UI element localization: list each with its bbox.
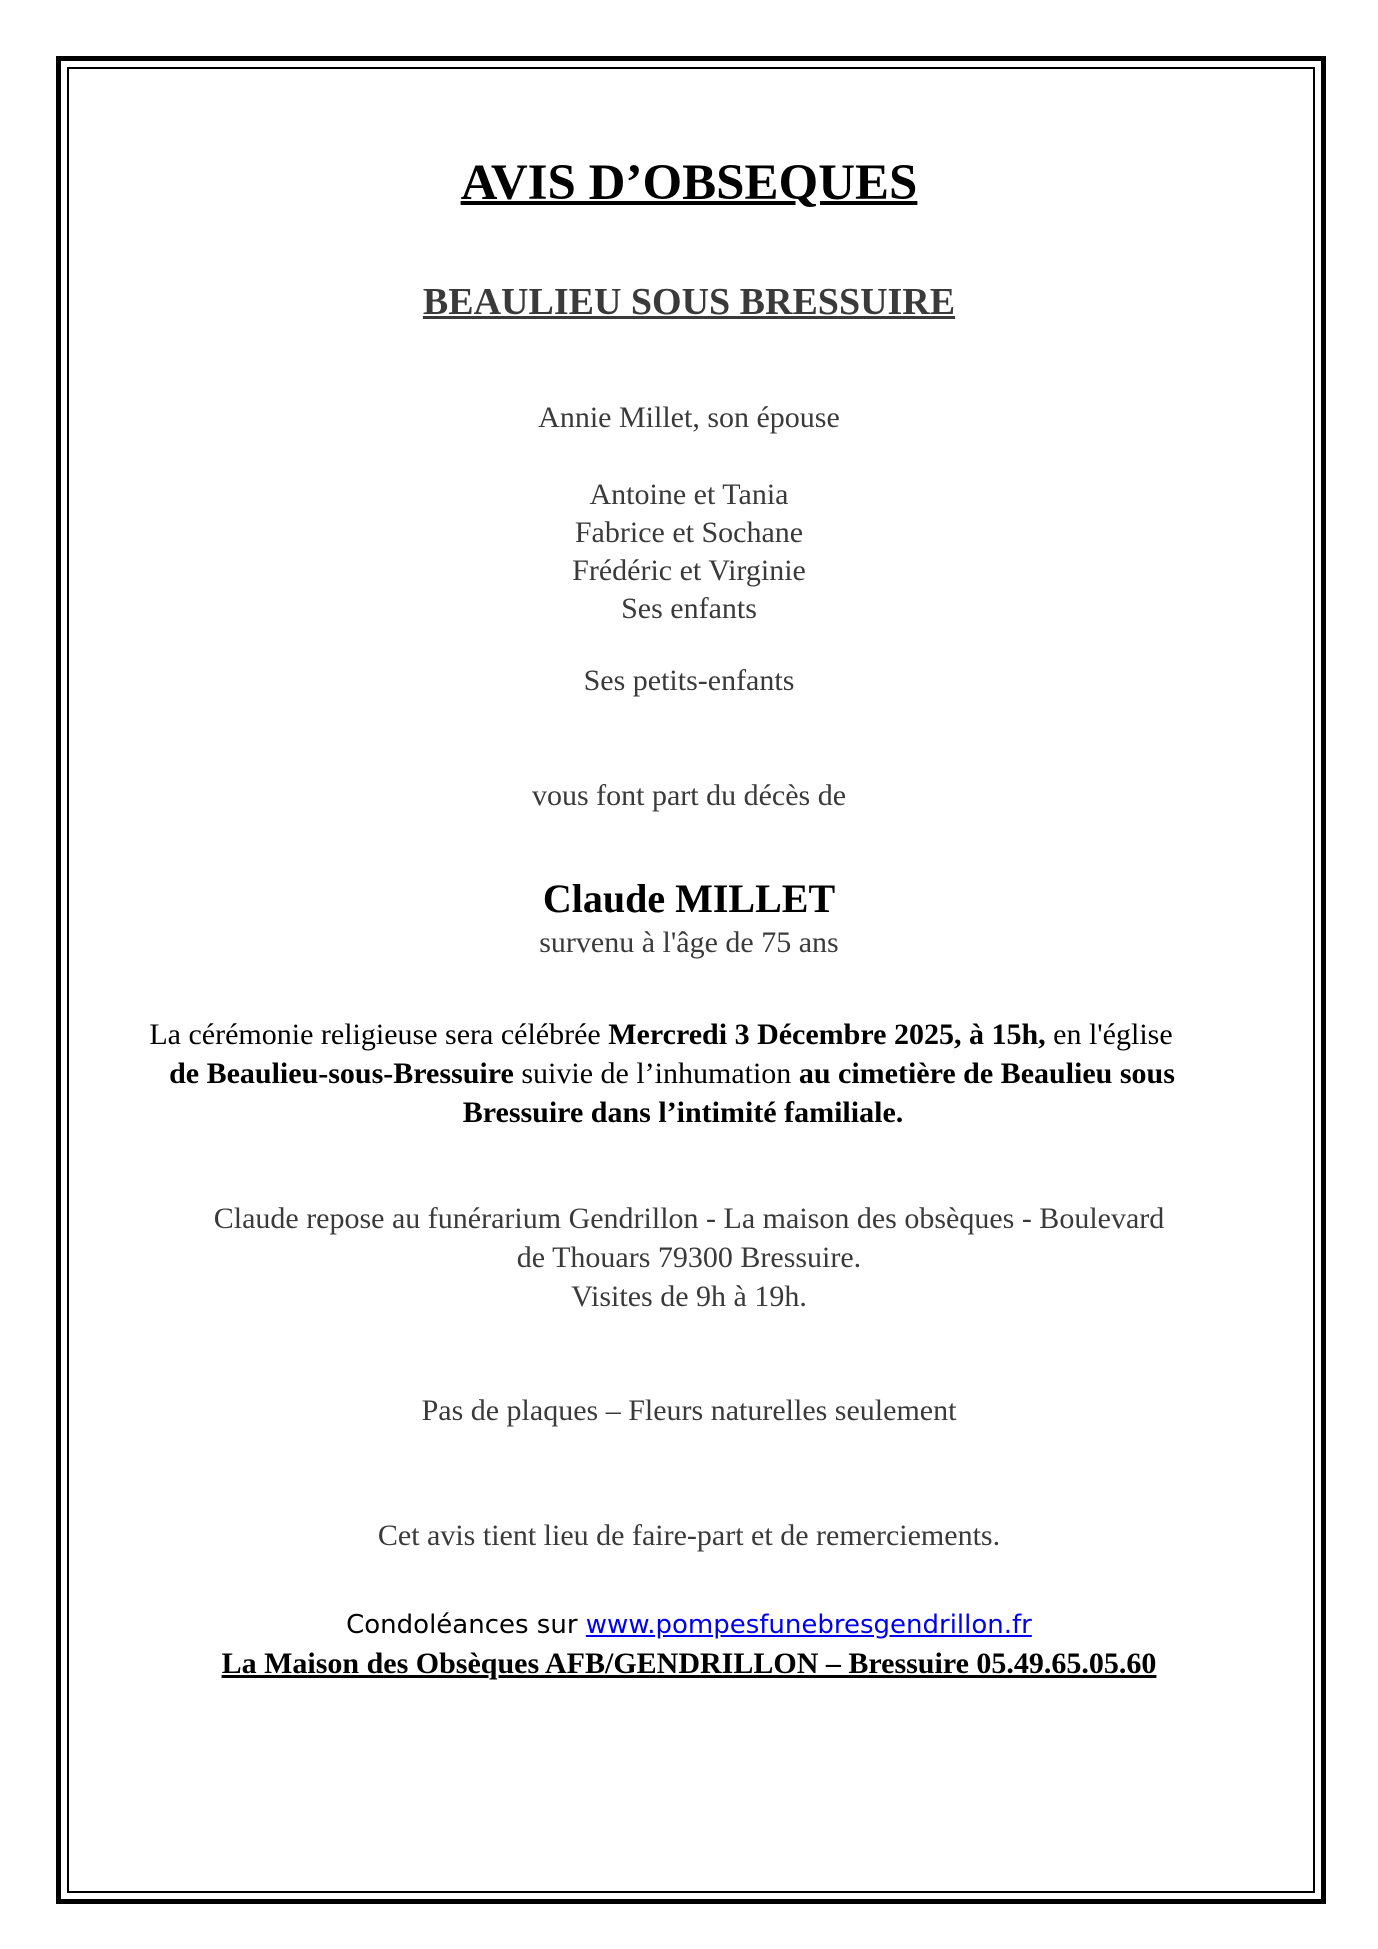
rest-line-1: Claude repose au funérarium Gendrillon - La maison des obsèques - Boulevard bbox=[213, 1202, 1165, 1235]
text: suivie de l’inhumation bbox=[513, 1057, 799, 1090]
location-heading: BEAULIEU SOUS BRESSUIRE bbox=[422, 281, 956, 323]
condolences-link[interactable]: www.pompesfunebresgendrillon.fr bbox=[585, 1610, 1032, 1640]
page-title: AVIS D’OBSEQUES bbox=[460, 155, 918, 211]
deceased-name: Claude MILLET bbox=[542, 876, 836, 921]
child-3: Frédéric et Virginie bbox=[572, 554, 806, 587]
rest-line-3: Visites de 9h à 19h. bbox=[571, 1280, 807, 1313]
ceremony-line-3 bbox=[0, 1093, 1372, 1133]
funeral-home-footer: La Maison des Obsèques AFB/GENDRILLON – Bressuire 05.49.65.05.60 bbox=[221, 1647, 1157, 1680]
cemetery: au cimetière de Beaulieu sous bbox=[798, 1057, 1175, 1090]
spouse: Annie Millet, son épouse bbox=[538, 401, 840, 434]
grandchildren: Ses petits-enfants bbox=[583, 664, 795, 697]
rest-line-2: de Thouars 79300 Bressuire. bbox=[516, 1241, 862, 1274]
text: La cérémonie religieuse sera célébrée bbox=[149, 1018, 609, 1051]
flowers-note: Pas de plaques – Fleurs naturelles seulement bbox=[421, 1394, 957, 1427]
ceremony-line-2 bbox=[0, 1054, 1361, 1094]
condolences-line bbox=[0, 1605, 1378, 1645]
ceremony-date: Mercredi 3 Décembre 2025, à 15h, bbox=[608, 1018, 1046, 1051]
church: de Beaulieu-sous-Bressuire bbox=[169, 1057, 514, 1090]
condolences-label: Condoléances sur bbox=[346, 1610, 586, 1640]
deceased-age: survenu à l'âge de 75 ans bbox=[539, 926, 839, 959]
child-1: Antoine et Tania bbox=[589, 478, 789, 511]
notice-text: Cet avis tient lieu de faire-part et de remerciements. bbox=[377, 1519, 1001, 1552]
text: en l'église bbox=[1045, 1018, 1173, 1051]
ceremony-line-1 bbox=[0, 1015, 1350, 1055]
text: Bressuire dans l’intimité familiale. bbox=[462, 1096, 904, 1129]
announce-text: vous font part du décès de bbox=[531, 779, 847, 812]
child-2: Fabrice et Sochane bbox=[574, 516, 804, 549]
children-label: Ses enfants bbox=[621, 592, 757, 625]
